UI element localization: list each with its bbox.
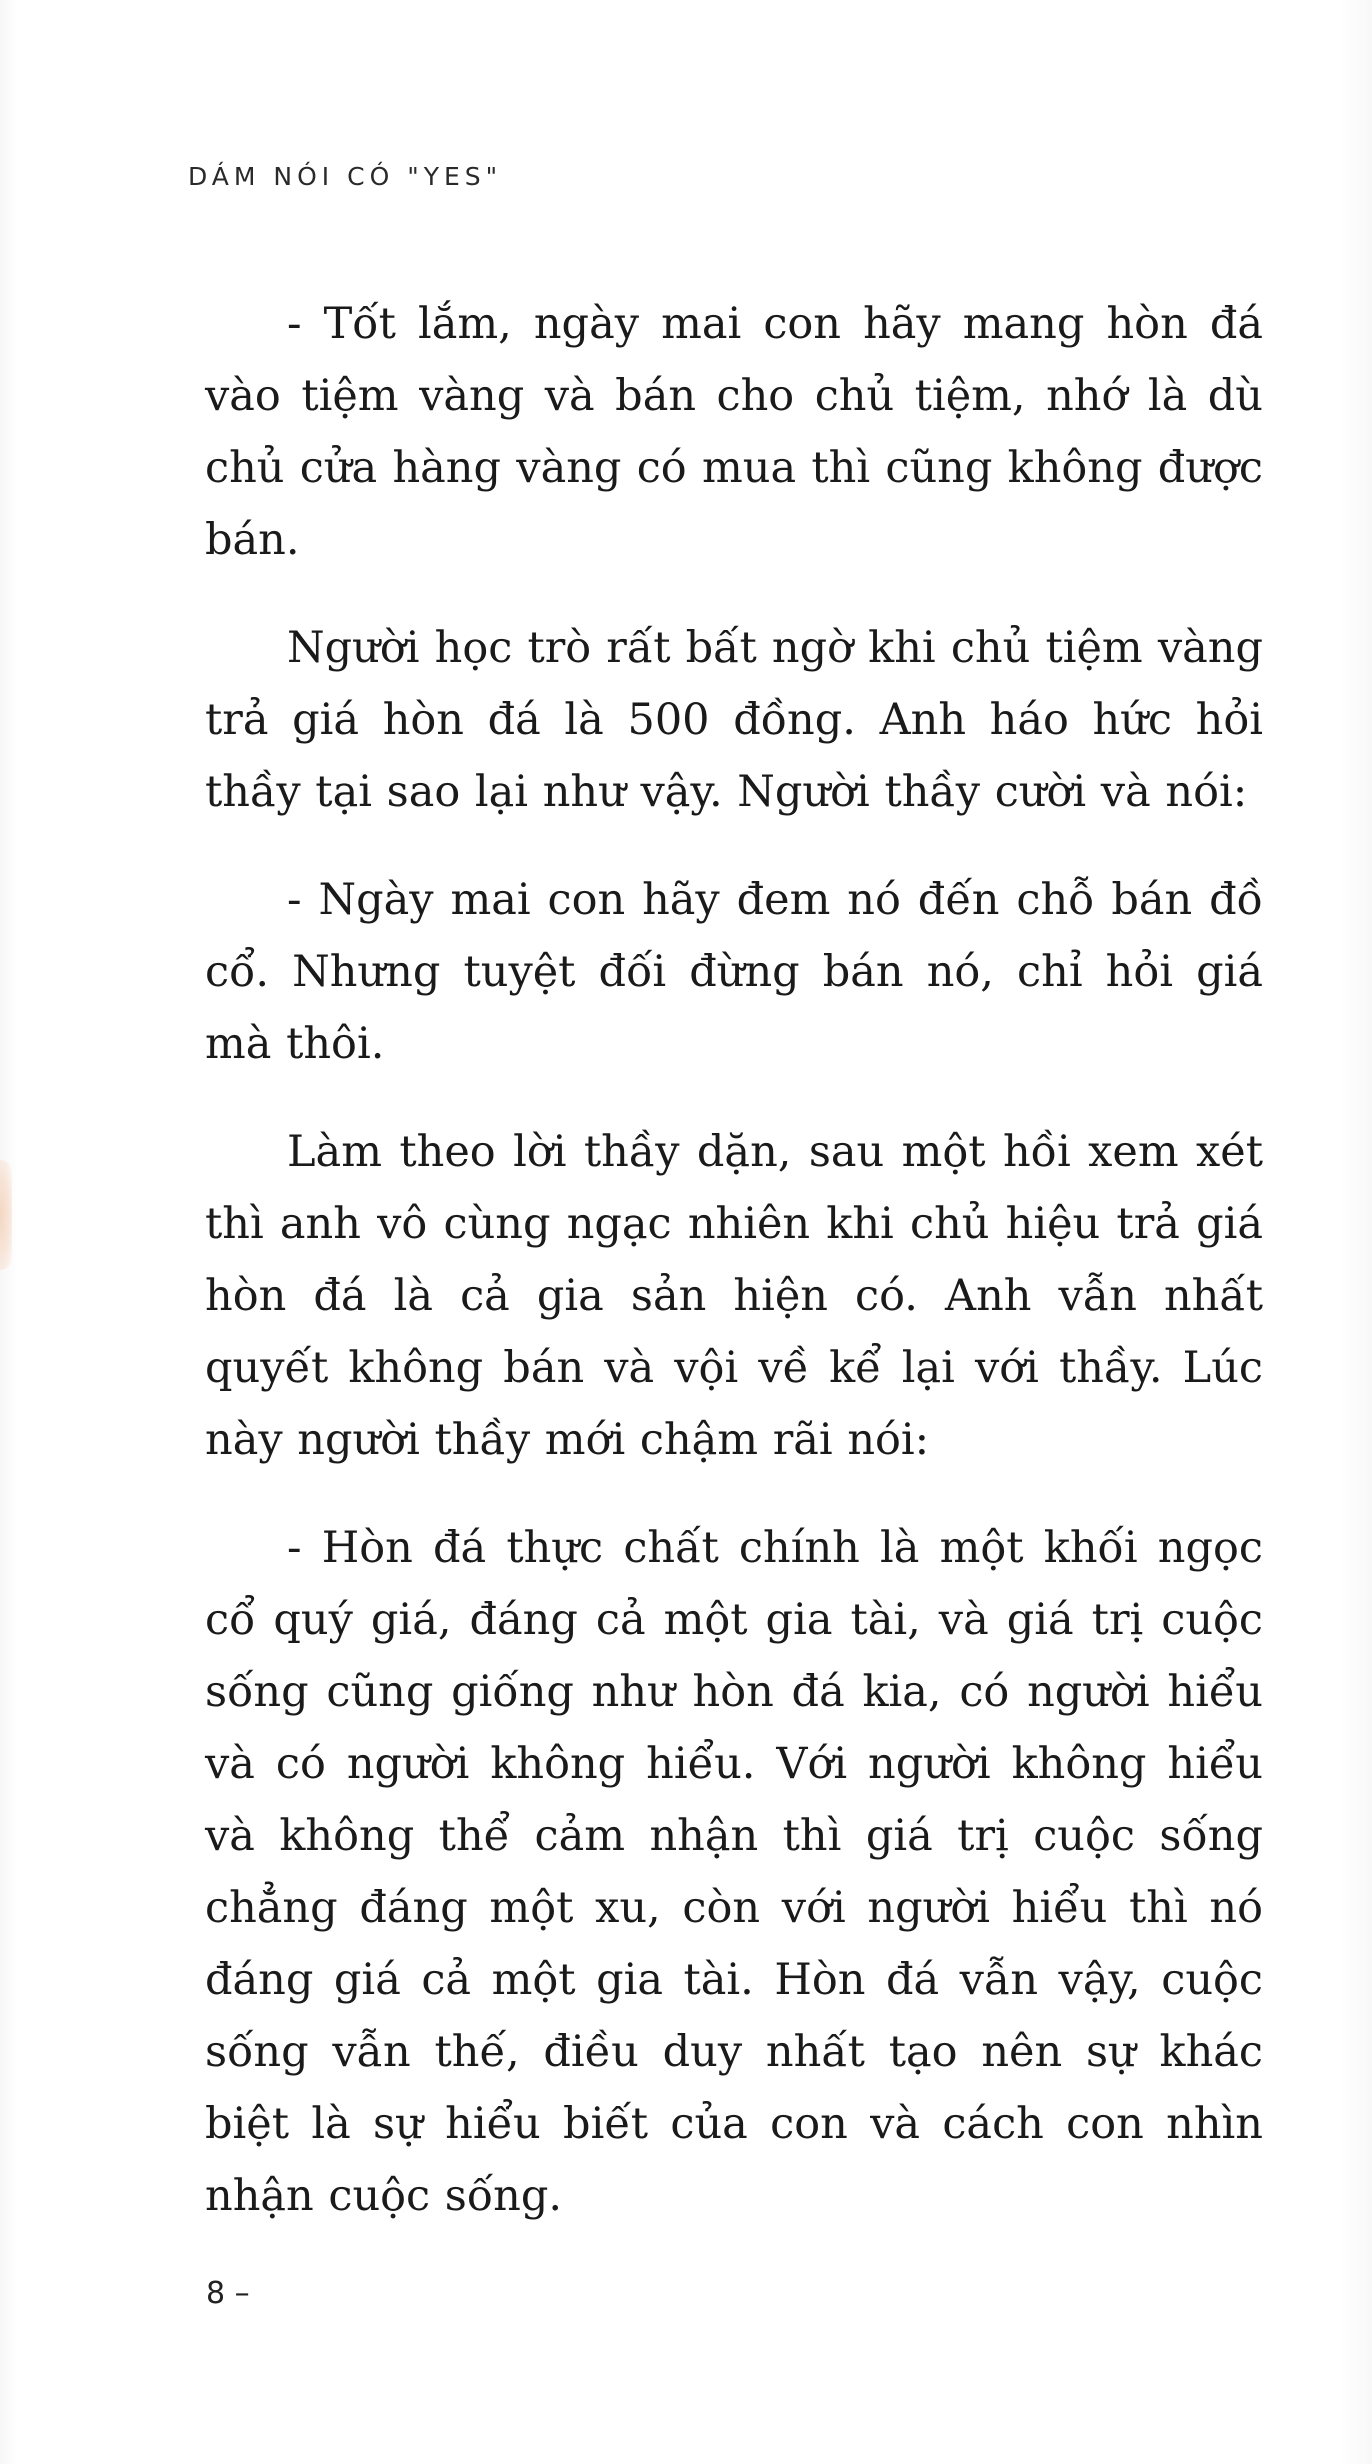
paragraph-1: - Tốt lắm, ngày mai con hãy mang hòn đá vào tiệm vàng và bán cho chủ tiệm, nhớ là dù chủ cửa hàng vàng có mua thì cũng không được bán. xyxy=(205,299,1263,565)
page-number: 8 – xyxy=(206,2276,250,2311)
body-text xyxy=(205,288,1263,2232)
paragraph-5: - Hòn đá thực chất chính là một khối ngọc cổ quý giá, đáng cả một gia tài, và giá trị cuộc sống cũng giống như hòn đá kia, có người hiểu và có người không hiểu. Với người không hiểu và không thể cảm nhận thì giá trị cuộc sống chẳng đáng một xu, còn với người hiểu thì nó đáng giá cả một gia tài. Hòn đá vẫn vậy, cuộc sống vẫn thế, điều duy nhất tạo nên sự khác biệt là sự hiểu biết của con và cách con nhìn nhận cuộc sống. xyxy=(205,1523,1263,2221)
paragraph-3: - Ngày mai con hãy đem nó đến chỗ bán đồ cổ. Nhưng tuyệt đối đừng bán nó, chỉ hỏi giá mà thôi. xyxy=(205,875,1263,1069)
paragraph-4: Làm theo lời thầy dặn, sau một hồi xem xét thì anh vô cùng ngạc nhiên khi chủ hiệu trả giá hòn đá là cả gia sản hiện có. Anh vẫn nhất quyết không bán và vội về kể lại với thầy. Lúc này người thầy mới chậm rãi nói: xyxy=(205,1127,1263,1465)
page-edge-smudge xyxy=(0,1160,12,1270)
paragraph-2: Người học trò rất bất ngờ khi chủ tiệm vàng trả giá hòn đá là 500 đồng. Anh háo hức hỏi thầy tại sao lại như vậy. Người thầy cười và nói: xyxy=(205,623,1263,817)
running-header: DÁM NÓI CÓ "YES" xyxy=(188,162,503,191)
